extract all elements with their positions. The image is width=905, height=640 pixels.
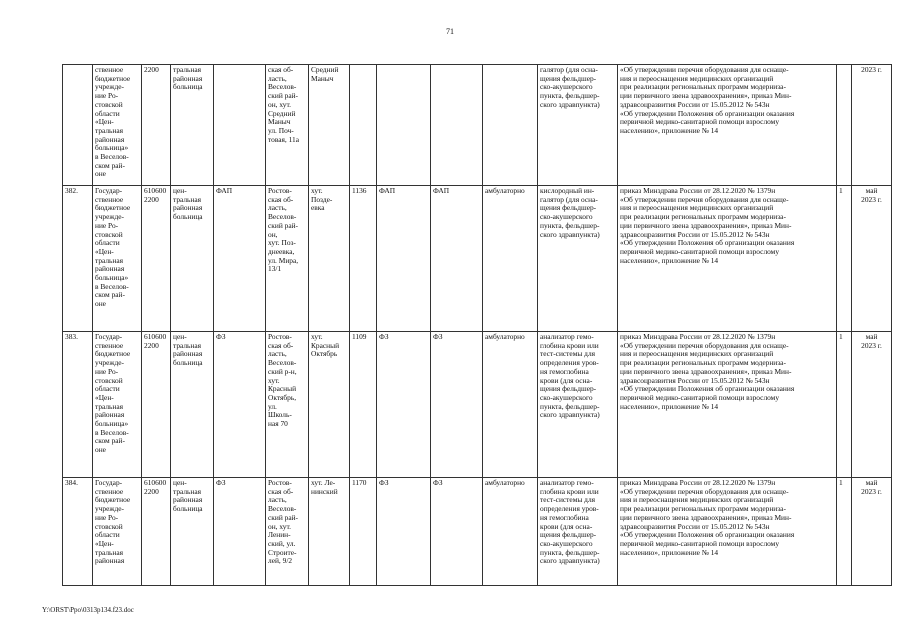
equipment-table [62, 64, 892, 586]
cell-code: 610600 2200 [142, 186, 171, 332]
cell-settlement: хут. Красный Октябрь [309, 332, 350, 478]
cell-date: май 2023 г. [852, 186, 892, 332]
cell-date: май 2023 г. [852, 332, 892, 478]
cell-hospital-type: цен- тральная районная больница [171, 478, 214, 586]
cell-subdivision: ФАП [214, 186, 266, 332]
cell-care-form: амбулаторно [483, 332, 538, 478]
cell-code-number: 1170 [350, 478, 377, 586]
cell-hospital-type: тральная районная больница [171, 65, 214, 186]
cell-code: 2200 [142, 65, 171, 186]
footer-file-path: Y:\ORST\Ppo\0313p134.f23.doc [42, 606, 134, 614]
cell-address: Ростов- ская об- ласть, Веселов- ский рай- он, хут. Поз- днеевка, ул. Мира, 13/1 [266, 186, 309, 332]
cell-care-form [483, 65, 538, 186]
cell-unit-kind: ФЗ [431, 332, 483, 478]
cell-subdivision: ФЗ [214, 332, 266, 478]
cell-address: Ростов- ская об- ласть, Веселов- ский рай- он, хут. Ленин- ский, ул. Строите- лей, 9/2 [266, 478, 309, 586]
cell-code-number: 1109 [350, 332, 377, 478]
cell-subdivision [214, 65, 266, 186]
cell-code: 610600 2200 [142, 478, 171, 586]
cell-care-form: амбулаторно [483, 478, 538, 586]
table-row [63, 186, 892, 332]
cell-quantity: 1 [837, 478, 852, 586]
cell-equipment: анализатор гемо- глобина крови или тест-системы для определения уров- ня гемоглобина крови (для осна- щения фельдшер- ско-акушерского пункта, фельдшер- ского здравпункта) [538, 332, 618, 478]
cell-number: 384. [63, 478, 93, 586]
table-row [63, 332, 892, 478]
cell-quantity: 1 [837, 186, 852, 332]
cell-organization: Государ- ственное бюджетное учрежде- ние Ро- стовской области «Цен- тральная районная больница» в Веселов- ском рай- оне [93, 186, 142, 332]
cell-equipment: анализатор гемо- глобина крови или тест-системы для определения уров- ня гемоглобина крови (для осна- щения фельдшер- ско-акушерского пункта, фельдшер- ского здравпункта) [538, 478, 618, 586]
cell-organization: ственное бюджетное учрежде- ние Ро- стовской области «Цен- тральная районная больница» в Веселов- ском рай- оне [93, 65, 142, 186]
table-row [63, 65, 892, 186]
cell-unit-kind: ФАП [431, 186, 483, 332]
cell-number: 382. [63, 186, 93, 332]
cell-code-number [350, 65, 377, 186]
cell-address: ская об- ласть, Веселов- ский рай- он, хут. Средний Маныч ул. Поч- товая, 11а [266, 65, 309, 186]
cell-equipment: галятор (для осна- щения фельдшер- ско-акушерского пункта, фельдшер- ского здравпункта) [538, 65, 618, 186]
cell-basis: приказ Минздрава России от 28.12.2020 № 1379н «Об утверждении перечня оборудования для оснаще- ния и переоснащения медицинских организаций при реализации региональных программ модерниза- ции первичного звена здравоохранения», приказ Мин- здравсоцразвития России от 15.05.2012 № 543н «Об утверждении Положения об организации оказания первичной медико-санитарной помощи взрослому населению», приложение № 14 [618, 478, 837, 586]
cell-number [63, 65, 93, 186]
cell-settlement: хут. Позде- евка [309, 186, 350, 332]
cell-date: 2023 г. [852, 65, 892, 186]
cell-unit-kind: ФЗ [431, 478, 483, 586]
cell-quantity: 1 [837, 332, 852, 478]
cell-unit-type [377, 65, 431, 186]
cell-quantity [837, 65, 852, 186]
cell-organization: Государ- ственное бюджетное учрежде- ние Ро- стовской области «Цен- тральная районная [93, 478, 142, 586]
cell-basis: приказ Минздрава России от 28.12.2020 № 1379н «Об утверждении перечня оборудования для оснаще- ния и переоснащения медицинских организаций при реализации региональных программ модерниза- ции первичного звена здравоохранения», приказ Мин- здравсоцразвития России от 15.05.2012 № 543н «Об утверждении Положения об организации оказания первичной медико-санитарной помощи взрослому населению», приложение № 14 [618, 332, 837, 478]
cell-address: Ростов- ская об- ласть, Веселов- ский р-н, хут. Красный Октябрь, ул. Школь- ная 70 [266, 332, 309, 478]
cell-unit-type: ФЗ [377, 478, 431, 586]
table-row [63, 478, 892, 586]
cell-basis: приказ Минздрава России от 28.12.2020 № 1379н «Об утверждении перечня оборудования для оснаще- ния и переоснащения медицинских организаций при реализации региональных программ модерниза- ции первичного звена здравоохранения», приказ Мин- здравсоцразвития России от 15.05.2012 № 543н «Об утверждении Положения об организации оказания первичной медико-санитарной помощи взрослому населению», приложение № 14 [618, 186, 837, 332]
cell-organization: Государ- ственное бюджетное учрежде- ние Ро- стовской области «Цен- тральная районная больница» в Веселов- ском рай- оне [93, 332, 142, 478]
cell-subdivision: ФЗ [214, 478, 266, 586]
cell-care-form: амбулаторно [483, 186, 538, 332]
cell-hospital-type: цен- тральная районная больница [171, 186, 214, 332]
cell-settlement: хут. Ле- нинский [309, 478, 350, 586]
cell-unit-kind [431, 65, 483, 186]
cell-code: 610600 2200 [142, 332, 171, 478]
cell-code-number: 1136 [350, 186, 377, 332]
cell-basis: «Об утверждении перечня оборудования для оснаще- ния и переоснащения медицинских организаций при реализации региональных программ модерниза- ции первичного звена здравоохранения», приказ Мин- здравсоцразвития России от 15.05.2012 № 543н «Об утверждении Положения об организации оказания первичной медико-санитарной помощи взрослому населению», приложение № 14 [618, 65, 837, 186]
cell-unit-type: ФЗ [377, 332, 431, 478]
cell-number: 383. [63, 332, 93, 478]
page-number: 71 [446, 27, 454, 36]
table-body [63, 65, 892, 586]
cell-equipment: кислородный ин- галятор (для осна- щения фельдшер- ско-акушерского пункта, фельдшер- ского здравпункта) [538, 186, 618, 332]
cell-date: май 2023 г. [852, 478, 892, 586]
cell-settlement: Средний Маныч [309, 65, 350, 186]
cell-unit-type: ФАП [377, 186, 431, 332]
cell-hospital-type: цен- тральная районная больница [171, 332, 214, 478]
